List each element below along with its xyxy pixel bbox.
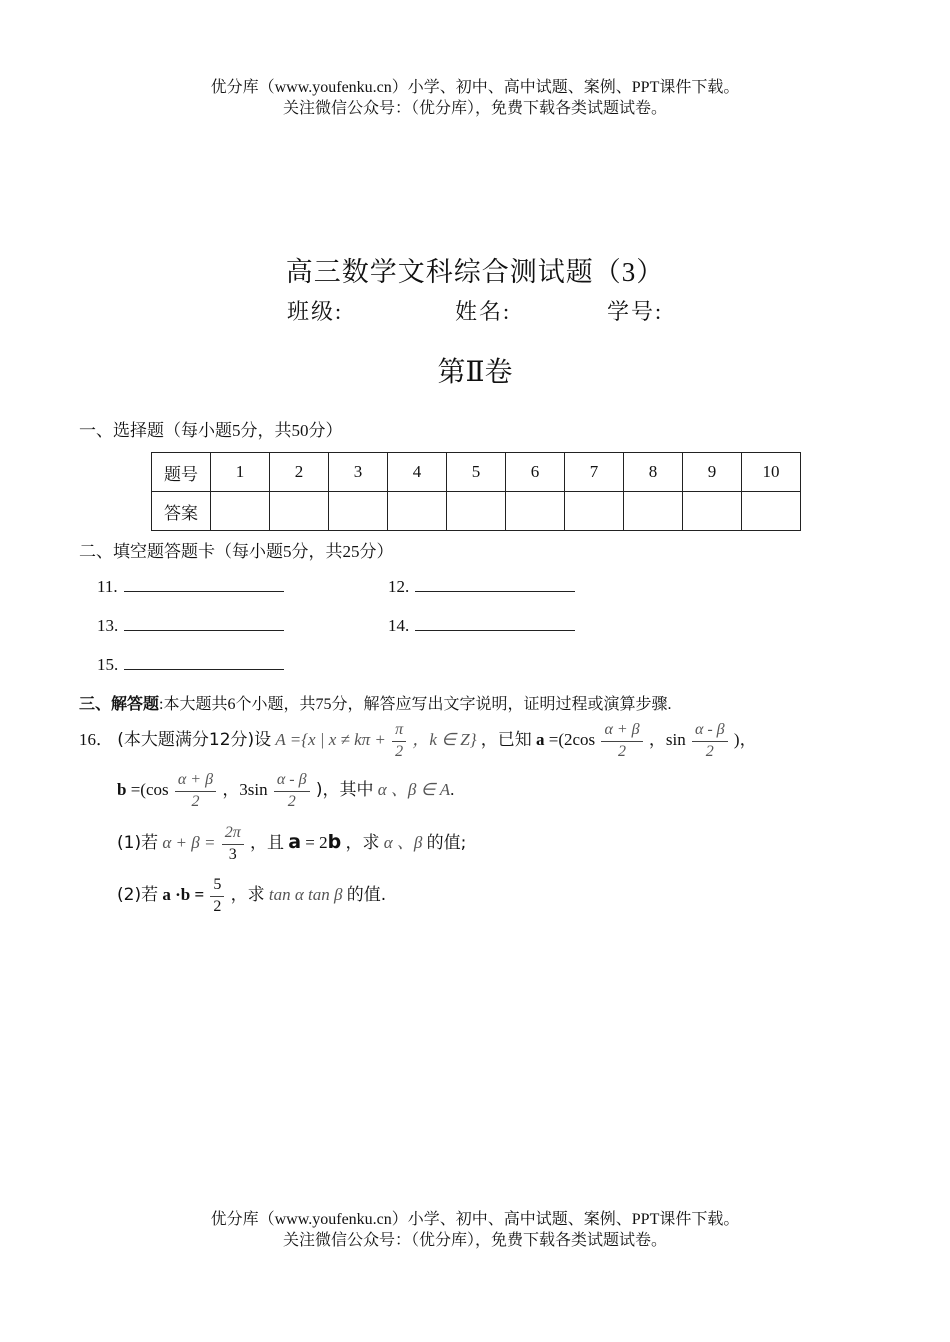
part1-ask: ，求: [345, 832, 380, 853]
q16-part2: [117, 875, 386, 917]
q16-known: ，已知: [480, 729, 532, 750]
table-row-answers: [152, 492, 801, 531]
part1-vars: α 、β: [383, 832, 423, 852]
fill-blank-14[interactable]: [388, 616, 575, 636]
answer-cell-7[interactable]: [565, 492, 624, 531]
fill-blank-11[interactable]: [97, 577, 284, 597]
q16-intro: (本大题满分12分)设: [117, 729, 272, 750]
footer-banner-line2: 关注微信公众号：（优分库），免费下载各类试题试卷。: [282, 1232, 667, 1249]
student-info-row: [0, 295, 950, 325]
vector-a: a: [536, 729, 545, 749]
answer-cell-4[interactable]: [388, 492, 447, 531]
name-label: 姓名:: [455, 299, 512, 324]
question-number-cell: 6: [506, 453, 565, 492]
student-id-label: 学号:: [607, 299, 664, 324]
fill-blank-15[interactable]: [97, 655, 284, 675]
answer-cell-9[interactable]: [683, 492, 742, 531]
question-number-cell: 1: [211, 453, 270, 492]
header-banner-line2: 关注微信公众号：（优分库），免费下载各类试题试卷。: [282, 100, 667, 117]
answer-line[interactable]: [415, 577, 575, 592]
fill-blank-label: 15.: [97, 655, 119, 674]
part1-condition: α + β =: [162, 832, 216, 852]
vector-a-eq: =(2cos: [544, 729, 596, 749]
q16-line1: [79, 720, 757, 762]
part2-end: 的值.: [346, 884, 387, 905]
question-number-cell: 10: [742, 453, 801, 492]
answer-cell-10[interactable]: [742, 492, 801, 531]
vector-b: b: [117, 779, 127, 799]
question-number-cell: 3: [329, 453, 388, 492]
alpha-minus-beta-over-2: $\frac{\alpha - \beta}{2}$: [692, 720, 728, 762]
comma-sin: ，sin: [648, 729, 686, 749]
fill-blank-label: 13.: [97, 616, 119, 635]
alpha-plus-beta-over-2: $\frac{\alpha + \beta}{2}$: [601, 720, 642, 762]
answer-cell-8[interactable]: [624, 492, 683, 531]
pi-over-2-fraction: $\frac{\pi}{2}$: [392, 720, 406, 762]
part1-eq: = 2: [301, 832, 328, 852]
answer-line[interactable]: [124, 577, 284, 592]
choice-answer-table: [151, 452, 801, 531]
row-label-answer: 答案: [152, 492, 211, 531]
answer-cell-6[interactable]: [506, 492, 565, 531]
fill-blank-13[interactable]: [97, 616, 284, 636]
question-number-cell: 8: [624, 453, 683, 492]
alpha-beta-in-a: α 、β ∈ A: [377, 779, 451, 799]
table-row-numbers: [152, 453, 801, 492]
q16-line2: [117, 770, 454, 812]
answer-line[interactable]: [124, 655, 284, 670]
class-label: 班级:: [287, 299, 344, 324]
comma-3sin: ，3sin: [222, 779, 268, 799]
alpha-plus-beta-over-2: $\frac{\alpha + \beta}{2}$: [175, 770, 216, 812]
answer-line[interactable]: [415, 616, 575, 631]
fill-blank-12[interactable]: [388, 577, 575, 597]
part1-end: 的值;: [426, 832, 467, 853]
part2-ask: ，求: [230, 884, 265, 905]
fill-blank-label: 14.: [388, 616, 410, 635]
document-title: 高三数学文科综合测试题（3）: [285, 257, 665, 287]
question-number-cell: 4: [388, 453, 447, 492]
section2-heading: 二、填空题答题卡（每小题5分，共25分）: [79, 542, 394, 561]
section3-heading: [79, 691, 671, 714]
close-paren-where: )，其中: [315, 779, 374, 800]
period: .: [450, 779, 455, 799]
part2-prefix: (2)若: [117, 884, 159, 905]
question-number-cell: 7: [565, 453, 624, 492]
footer-banner: [0, 1209, 950, 1251]
question-number-cell: 9: [683, 453, 742, 492]
q16-number: 16．: [79, 729, 113, 749]
volume-title: 第Ⅱ卷: [437, 357, 513, 388]
answer-cell-3[interactable]: [329, 492, 388, 531]
header-banner: [0, 77, 950, 119]
vector-b-eq: =(cos: [126, 779, 169, 799]
q16-part1: [117, 823, 466, 865]
q16-set-definition: A ={x | x ≠ kπ +: [275, 729, 386, 749]
question-number-cell: 5: [447, 453, 506, 492]
answer-cell-2[interactable]: [270, 492, 329, 531]
fill-blank-label: 11.: [97, 577, 118, 596]
footer-banner-line1: 优分库（www.youfenku.cn）小学、初中、高中试题、案例、PPT课件下载。: [210, 1211, 740, 1228]
answer-cell-5[interactable]: [447, 492, 506, 531]
q16-k-condition: ，k ∈ Z}: [412, 729, 477, 749]
section3-heading-bold: 三、解答题: [79, 694, 160, 713]
part1-vector-a: a: [288, 830, 302, 853]
row-label-number: 题号: [152, 453, 211, 492]
fill-blank-label: 12.: [388, 577, 410, 596]
alpha-minus-beta-over-2: $\frac{\alpha - \beta}{2}$: [274, 770, 310, 812]
part1-mid: ，且: [249, 832, 284, 853]
header-banner-line1: 优分库（www.youfenku.cn）小学、初中、高中试题、案例、PPT课件下载。: [210, 79, 740, 96]
answer-cell-1[interactable]: [211, 492, 270, 531]
part1-vector-b: b: [327, 830, 342, 853]
two-pi-over-3: $\frac{2\pi}{3}$: [222, 823, 244, 865]
section3-heading-rest: :本大题共6个小题，共75分，解答应写出文字说明，证明过程或演算步骤.: [159, 696, 672, 713]
section1-heading: 一、选择题（每小题5分，共50分）: [79, 421, 343, 440]
part2-expression: tan α tan β: [268, 884, 343, 904]
question-number-cell: 2: [270, 453, 329, 492]
part1-prefix: (1)若: [117, 832, 159, 853]
close-paren: )，: [733, 729, 757, 749]
part2-dot-product: a ·b =: [162, 884, 205, 904]
answer-line[interactable]: [124, 616, 284, 631]
five-over-two: $\frac{5}{2}$: [210, 875, 224, 917]
